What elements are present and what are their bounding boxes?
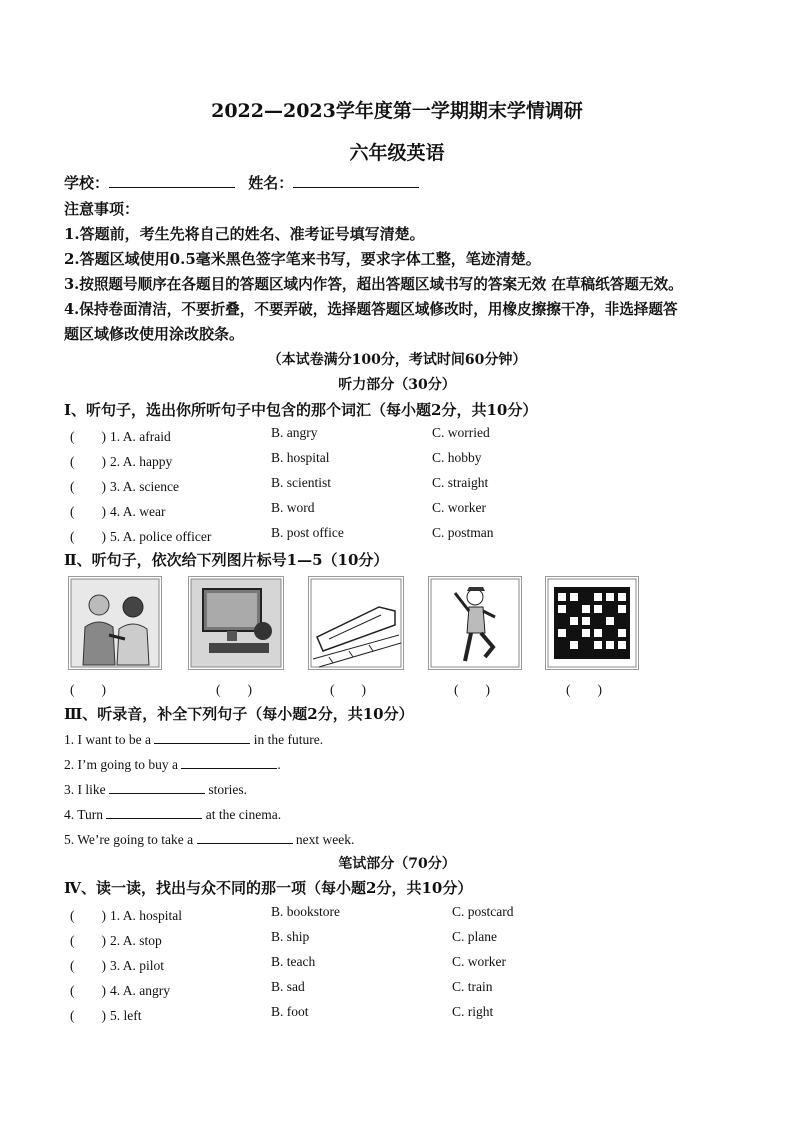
section4-item	[70, 929, 162, 949]
option-a: 5. left	[110, 1008, 142, 1023]
note-2: 2.答题区域使用0.5毫米黑色签字笔来书写，要求字体工整，笔迹清楚。	[64, 250, 541, 268]
option-a: 3. A. science	[110, 479, 179, 494]
pic3-answer[interactable]: ( )	[330, 682, 366, 697]
picture-computer	[188, 576, 284, 670]
sentence-text: 3. I like	[64, 782, 106, 797]
name-label: 姓名：	[248, 174, 294, 192]
option-c: C. hobby	[432, 450, 482, 465]
fill-sentence-3	[64, 779, 247, 798]
fill-sentence-4	[64, 804, 281, 823]
answer-blank[interactable]	[181, 754, 277, 769]
option-a: 1. A. hospital	[110, 908, 183, 923]
answer-blank[interactable]	[197, 829, 293, 844]
sentence-text: 4. Turn	[64, 807, 104, 822]
option-b: B. bookstore	[271, 904, 340, 919]
answer-paren[interactable]: ( )	[70, 1008, 106, 1023]
picture-two-men	[68, 576, 162, 670]
answer-paren[interactable]: ( )	[70, 454, 106, 469]
option-c: C. postcard	[452, 904, 514, 919]
section4-title: Ⅳ、读一读，找出与众不同的那一项（每小题2分，共10分）	[64, 879, 473, 897]
option-b: B. sad	[271, 979, 305, 994]
answer-paren[interactable]: ( )	[70, 479, 106, 494]
option-a: 5. A. police officer	[110, 529, 212, 544]
section4-item	[70, 979, 170, 999]
section1-item	[70, 475, 179, 495]
pic4-answer[interactable]: ( )	[454, 682, 490, 697]
section2-title: Ⅱ、听句子，依次给下列图片标号1—5（10分）	[64, 551, 389, 569]
option-b: B. scientist	[271, 475, 331, 490]
option-b: B. post office	[271, 525, 344, 540]
option-b: B. hospital	[271, 450, 330, 465]
exam-title: 2022—2023学年度第一学期期末学情调研	[211, 100, 583, 122]
pic2-answer[interactable]: ( )	[216, 682, 252, 697]
answer-paren[interactable]: ( )	[70, 933, 106, 948]
option-c: C. plane	[452, 929, 497, 944]
fill-sentence-5	[64, 829, 354, 848]
sentence-text: in the future.	[253, 732, 324, 747]
option-c: C. worried	[432, 425, 490, 440]
sentence-text: next week.	[295, 832, 355, 847]
school-label: 学校：	[64, 174, 110, 192]
option-a: 2. A. happy	[110, 454, 173, 469]
answer-blank[interactable]	[109, 779, 205, 794]
sentence-text: at the cinema.	[205, 807, 282, 822]
note-1: 1.答题前，考生先将自己的姓名、准考证号填写清楚。	[64, 225, 425, 243]
school-field[interactable]	[109, 173, 235, 188]
note-3: 3.按照题号顺序在各题目的答题区域内作答，超出答题区域书写的答案无效 在草稿纸答题无效。	[64, 276, 683, 293]
listening-heading: 听力部分（30分）	[338, 377, 456, 393]
option-b: B. angry	[271, 425, 318, 440]
option-a: 1. A. afraid	[110, 429, 171, 444]
answer-paren[interactable]: ( )	[70, 983, 106, 998]
option-b: B. foot	[271, 1004, 309, 1019]
exam-subtitle: 六年级英语	[349, 142, 445, 164]
option-c: C. worker	[452, 954, 506, 969]
exam-info: （本试卷满分100分，考试时间60分钟）	[267, 352, 527, 368]
answer-paren[interactable]: ( )	[70, 908, 106, 923]
section1-item	[70, 425, 171, 445]
answer-paren[interactable]: ( )	[70, 529, 106, 544]
option-a: 3. A. pilot	[110, 958, 165, 973]
picture-crossword	[545, 576, 639, 670]
answer-blank[interactable]	[106, 804, 202, 819]
note-4: 4.保持卷面清洁，不要折叠，不要弄破，选择题答题区域修改时，用橡皮擦擦干净，非选择题答	[64, 301, 678, 318]
sentence-text: .	[277, 757, 281, 772]
option-c: C. right	[452, 1004, 494, 1019]
option-b: B. word	[271, 500, 315, 515]
section1-title: Ⅰ、听句子，选出你所听句子中包含的那个词汇（每小题2分，共10分）	[64, 401, 538, 419]
option-c: C. postman	[432, 525, 494, 540]
picture-train	[308, 576, 404, 670]
sentence-text: 5. We’re going to take a	[64, 832, 194, 847]
section4-item	[70, 904, 182, 924]
option-a: 4. A. wear	[110, 504, 166, 519]
pic1-answer[interactable]: ( )	[70, 682, 106, 697]
answer-paren[interactable]: ( )	[70, 504, 106, 519]
section1-item	[70, 450, 172, 470]
option-b: B. ship	[271, 929, 310, 944]
written-heading: 笔试部分（70分）	[338, 856, 456, 872]
fill-sentence-2	[64, 754, 281, 773]
answer-paren[interactable]: ( )	[70, 429, 106, 444]
fill-sentence-1	[64, 729, 323, 748]
option-a: 4. A. angry	[110, 983, 170, 998]
answer-blank[interactable]	[154, 729, 250, 744]
section1-item	[70, 525, 211, 545]
section3-title: Ⅲ、听录音，补全下列句子（每小题2分，共10分）	[64, 705, 414, 723]
option-c: C. worker	[432, 500, 486, 515]
note-4-cont: 题区域修改使用涂改胶条。	[64, 325, 245, 343]
section1-item	[70, 500, 165, 520]
option-c: C. train	[452, 979, 493, 994]
option-a: 2. A. stop	[110, 933, 162, 948]
pic5-answer[interactable]: ( )	[566, 682, 602, 697]
sentence-text: 1. I want to be a	[64, 732, 151, 747]
school-row	[64, 172, 419, 193]
section4-item	[70, 954, 164, 974]
answer-paren[interactable]: ( )	[70, 958, 106, 973]
name-field[interactable]	[293, 173, 419, 188]
option-c: C. straight	[432, 475, 489, 490]
sentence-text: stories.	[208, 782, 247, 797]
notes-heading: 注意事项：	[64, 200, 140, 218]
section4-item	[70, 1004, 142, 1024]
picture-dancing-boy	[428, 576, 522, 670]
sentence-text: 2. I’m going to buy a	[64, 757, 178, 772]
option-b: B. teach	[271, 954, 316, 969]
